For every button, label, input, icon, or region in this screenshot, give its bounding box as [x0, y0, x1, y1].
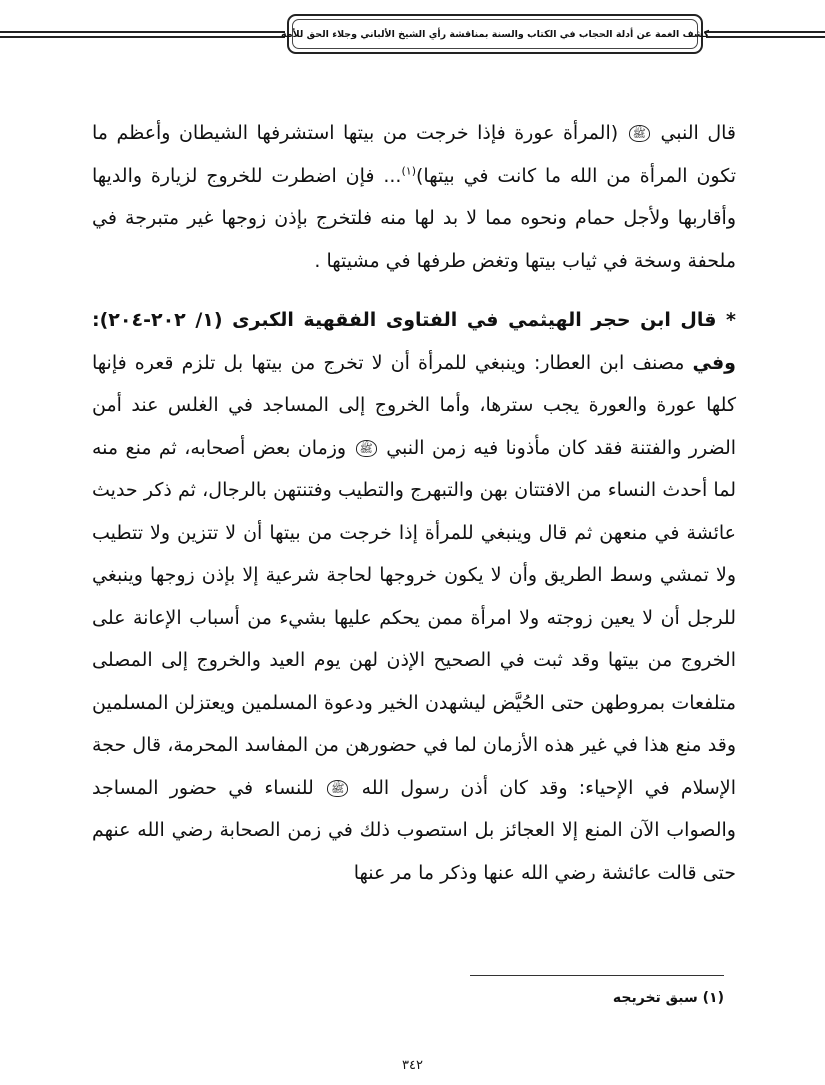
paragraph-2-part-2: وزمان بعض أصحابه، ثم منع منه لما أحدث النساء من الافتتان بهن والتبهرج والتطيب وفتنتهن بالرجال، ثم ذكر حديث عائشة في منعهن ثم قال وينبغي للمرأة إذا خرجت من بيتها أن لا تتزين ولا تتطيب ولا تمشي وسط الطريق وأن لا يكون خروجها لحاجة شرعية إلا بإذن زوجها وينبغي للرجل أن لا يعين زوجته ولا امرأة ممن يحكم عليها بشيء من أسباب الإعانة على الخروج من بيتها وقد ثبت في الصحيح الإذن لهن يوم العيد والخروج إلى المصلى متلفعات بمروطهن حتى الحُيَّض ليشهدن الخير ودعوة المسلمين ويعتزلن المسلمين وقد منع هذا في غير هذه الأزمان لما في حضورهن من المفاسد المحرمة، قال حجة الإسلام في الإحياء: وقد كان أذن رسول الله: [92, 436, 736, 799]
paragraph-1-part-2: (المرأة عورة فإذا خرجت من بيتها استشرفها الشيطان وأعظم ما تكون المرأة من الله ما كانت في بيتها): [92, 122, 736, 187]
page-number: ٣٤٢: [402, 1058, 423, 1073]
footnote-1: (١) سبق تخريجه: [612, 990, 724, 1006]
honorific-symbol: ﷺ: [356, 440, 377, 457]
honorific-symbol: ﷺ: [327, 780, 348, 797]
paragraph-1: [92, 112, 736, 282]
running-header: [280, 14, 710, 54]
paragraph-2: [92, 299, 736, 894]
paragraph-2-part-3: للنساء في حضور المساجد والصواب الآن المنع إلا العجائز بل استصوب ذلك في زمن الصحابة رضي الله عنهم حتى قالت عائشة رضي الله عنها وذكر ما مر عنها: [92, 776, 736, 884]
honorific-symbol: ﷺ: [629, 125, 650, 142]
footnote-separator: [470, 975, 724, 976]
paragraph-1-part-3: ... فإن اضطرت للخروج لزيارة والديها وأقاربها ولأجل حمام ونحوه مما لا بد لها منه فلتخرج بإذن زوجها غير متبرجة في ملحفة وسخة في ثياب بيتها وتغض طرفها في مشيتها .: [92, 164, 736, 272]
paragraph-1-part-1: قال النبي: [660, 122, 736, 144]
paragraph-2-part-1: مصنف ابن العطار: وينبغي للمرأة أن لا تخرج من بيتها بل تلزم قعره فإنها كلها عورة والعورة يجب سترها، وأما الخروج إلى المساجد في الغلس عند أمن الضرر والفتنة فقد كان مأذونا فيه زمن النبي: [92, 351, 737, 459]
footnote-reference: (١): [401, 164, 416, 178]
paragraph-2-heading: * قال ابن حجر الهيثمي في الفتاوى الفقهية الكبرى (١/ ٢٠٢-٢٠٤): وفي: [92, 309, 736, 374]
header-title: كشف الغمة عن أدلة الحجاب في الكتاب والسنة بمناقشة رأي الشيخ الألباني وجلاء الحق للأمة: [280, 28, 710, 40]
body-text: [92, 112, 736, 894]
